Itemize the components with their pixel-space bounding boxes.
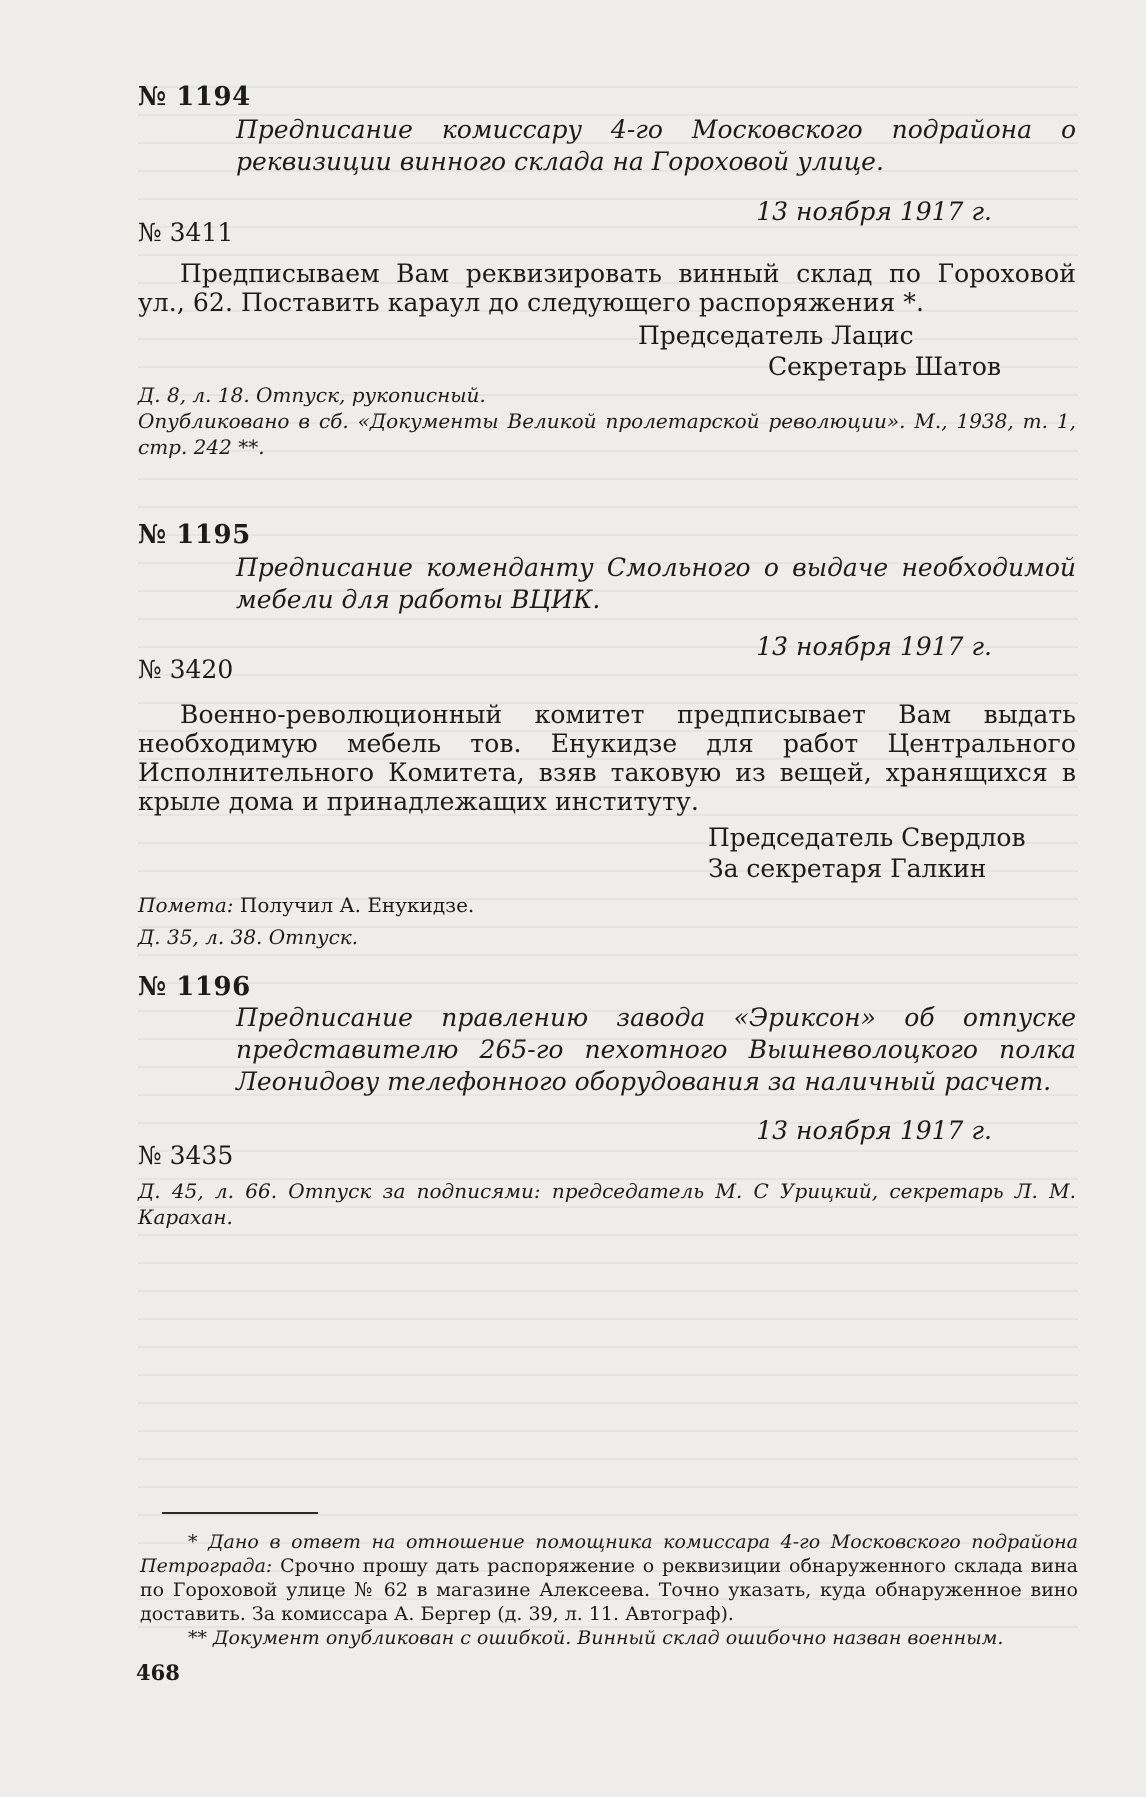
document-1195 [138, 520, 1076, 950]
document-title: Предписание правлению завода «Эриксон» об отпуске представителю 265-го пехотного Вышневолоцкого полка Леонидову телефонного оборудования за наличный расчет. [236, 1003, 1076, 1096]
document-date: 13 ноября 1917 г. [756, 197, 992, 226]
page-number: 468 [136, 1660, 180, 1685]
marking-note [138, 892, 1076, 918]
signature-secretary: Секретарь Шатов [768, 352, 1002, 381]
registration-number: № 3411 [138, 218, 234, 247]
footnote-1 [140, 1530, 1078, 1626]
document-date: 13 ноября 1917 г. [756, 1116, 992, 1145]
document-number: № 1196 [138, 972, 251, 1002]
archive-reference: Д. 45, л. 66. Отпуск за подписями: председатель М. С Урицкий, секретарь Л. М. Карахан. [138, 1179, 1076, 1229]
footnote-2: ** Документ опубликован с ошибкой. Винный склад ошибочно назван военным. [188, 1627, 1004, 1649]
registration-number: № 3420 [138, 655, 234, 684]
document-number: № 1195 [138, 520, 251, 550]
footnote-1-lead: * Дано в ответ на отношение помощника комиссара 4-го Московского подрайона Петрограда: [140, 1531, 1078, 1577]
publication-reference: Опубликовано в сб. «Документы Великой пролетарской революции». М., 1938, т. 1, стр. 242 **. [138, 409, 1076, 459]
document-body: Предписываем Вам реквизировать винный склад по Гороховой ул., 62. Поставить караул до следующего распоряжения *. [138, 259, 1076, 317]
signature-chairman: Председатель Лацис [638, 321, 914, 350]
document-title: Предписание комиссару 4-го Московского подрайона о реквизиции винного склада на Гороховой улице. [236, 115, 1076, 176]
signature-secretary: За секретаря Галкин [708, 854, 987, 883]
archive-reference: Д. 8, л. 18. Отпуск, рукописный. [138, 383, 486, 407]
footnotes [140, 1530, 1078, 1650]
document-number: № 1194 [138, 82, 251, 112]
footnote-1-text: Срочно прошу дать распоряжение о реквизиции обнаруженного склада вина по Гороховой улице № 62 в магазине Алексеева. Точно указать, куда обнаруженное вино доставить. За комиссара А. Бергер (д. 39, л. 11. Автограф). [140, 1555, 1078, 1625]
signature-chairman: Председатель Свердлов [708, 823, 1026, 852]
marking-label: Помета: [138, 893, 234, 917]
document-1196 [138, 972, 1076, 1230]
document-1194 [138, 82, 1076, 460]
archive-reference: Д. 35, л. 38. Отпуск. [138, 925, 359, 949]
footnote-rule [162, 1512, 318, 1514]
document-body: Военно-революционный комитет предписывает Вам выдать необходимую мебель тов. Енукидзе для работ Центрального Исполнительного Комитета, взяв таковую из вещей, хранящихся в крыле дома и принадлежащих институту. [138, 700, 1076, 816]
document-title: Предписание коменданту Смольного о выдаче необходимой мебели для работы ВЦИК. [236, 553, 1076, 614]
registration-number: № 3435 [138, 1141, 234, 1170]
document-date: 13 ноября 1917 г. [756, 632, 992, 661]
marking-text: Получил А. Енукидзе. [233, 893, 475, 917]
